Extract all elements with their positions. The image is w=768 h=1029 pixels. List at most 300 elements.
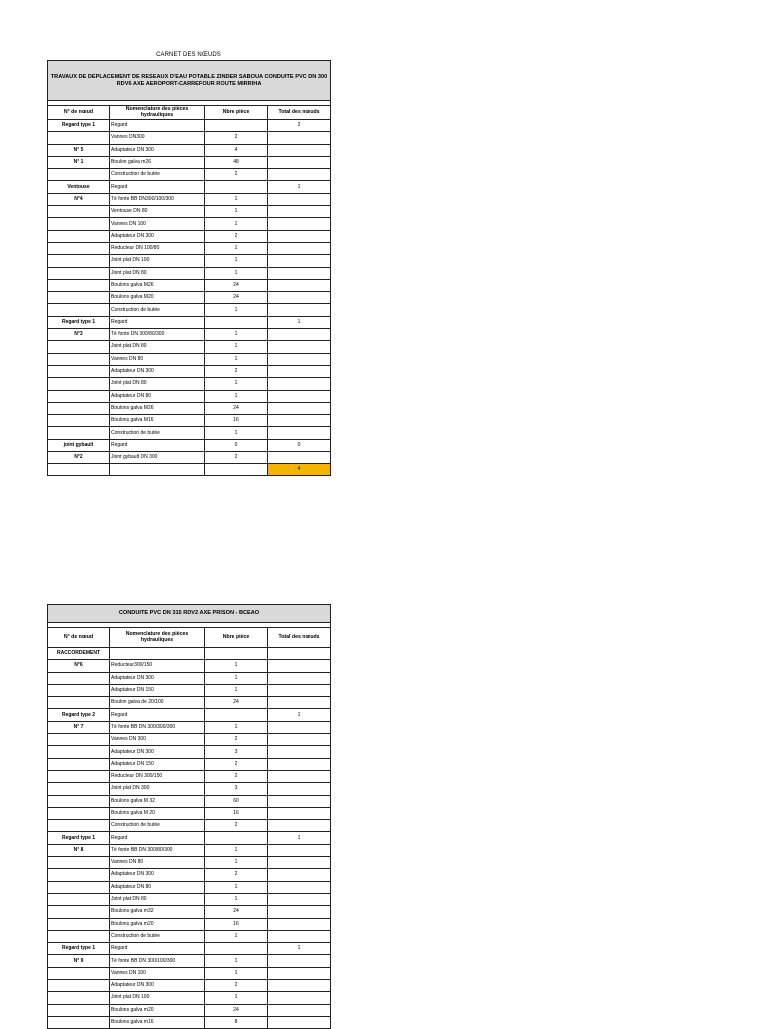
table-row bbox=[48, 255, 331, 267]
table-row bbox=[48, 279, 331, 291]
total-cell bbox=[268, 304, 331, 316]
table-row bbox=[48, 132, 331, 144]
total-cell bbox=[268, 365, 331, 377]
total-cell: 1 bbox=[268, 316, 331, 328]
total-cell bbox=[268, 341, 331, 353]
nomenclature-cell: Construction de butée bbox=[110, 427, 205, 439]
count-cell: 1 bbox=[205, 967, 268, 979]
col-header-node: N° de nœud bbox=[48, 628, 110, 648]
table-row bbox=[48, 660, 331, 672]
nomenclature-cell: Té fonte DN 300/80/300 bbox=[110, 329, 205, 341]
count-cell: 24 bbox=[205, 402, 268, 414]
total-cell bbox=[268, 881, 331, 893]
total-cell bbox=[268, 169, 331, 181]
table-row bbox=[48, 955, 331, 967]
node-cell bbox=[48, 1016, 110, 1028]
node-cell bbox=[48, 697, 110, 709]
table-row bbox=[48, 697, 331, 709]
table-row bbox=[48, 857, 331, 869]
count-cell: 1 bbox=[205, 242, 268, 254]
count-cell: 1 bbox=[205, 672, 268, 684]
empty-cell bbox=[110, 464, 205, 476]
table-row bbox=[48, 156, 331, 168]
count-cell bbox=[205, 832, 268, 844]
node-cell bbox=[48, 267, 110, 279]
count-cell bbox=[205, 943, 268, 955]
node-cell: N°6 bbox=[48, 660, 110, 672]
nomenclature-cell: Regard bbox=[110, 120, 205, 132]
count-cell: 1 bbox=[205, 304, 268, 316]
table-row bbox=[48, 439, 331, 451]
total-cell bbox=[268, 427, 331, 439]
nodes-table-rdv2 bbox=[47, 604, 331, 1029]
nomenclature-cell: Boulons galva M26 bbox=[110, 279, 205, 291]
table-row bbox=[48, 930, 331, 942]
node-cell: RACCORDEMENT bbox=[48, 648, 110, 660]
node-cell: N°4 bbox=[48, 193, 110, 205]
count-cell: 3 bbox=[205, 783, 268, 795]
count-cell: 24 bbox=[205, 1004, 268, 1016]
count-cell: 1 bbox=[205, 955, 268, 967]
nomenclature-cell: Regard bbox=[110, 832, 205, 844]
total-cell bbox=[268, 415, 331, 427]
count-cell: 1 bbox=[205, 378, 268, 390]
count-cell: 24 bbox=[205, 279, 268, 291]
node-cell bbox=[48, 758, 110, 770]
column-header-row bbox=[48, 628, 331, 648]
node-cell: Regard type 1 bbox=[48, 120, 110, 132]
table-row bbox=[48, 918, 331, 930]
node-cell bbox=[48, 292, 110, 304]
nomenclature-cell: Boulon galva m26 bbox=[110, 156, 205, 168]
count-cell bbox=[205, 316, 268, 328]
total-cell bbox=[268, 770, 331, 782]
table-row bbox=[48, 820, 331, 832]
count-cell: 2 bbox=[205, 869, 268, 881]
total-cell bbox=[268, 721, 331, 733]
nomenclature-cell: Boulons galva m20 bbox=[110, 918, 205, 930]
node-cell bbox=[48, 132, 110, 144]
count-cell: 2 bbox=[205, 734, 268, 746]
count-cell: 4 bbox=[205, 144, 268, 156]
col-header-nomenclature: Nomenclature des pièces hydrauliques bbox=[110, 628, 205, 648]
node-cell bbox=[48, 893, 110, 905]
nomenclature-cell: Boulons galva M 20 bbox=[110, 807, 205, 819]
nomenclature-cell: Adaptateur DN 300 bbox=[110, 980, 205, 992]
node-cell: Regard type 1 bbox=[48, 832, 110, 844]
count-cell: 2 bbox=[205, 820, 268, 832]
table-row bbox=[48, 844, 331, 856]
table-row bbox=[48, 415, 331, 427]
count-cell: 1 bbox=[205, 930, 268, 942]
count-cell: 60 bbox=[205, 795, 268, 807]
nomenclature-cell: Té fonte BB DN 300/300/300 bbox=[110, 721, 205, 733]
count-cell: 24 bbox=[205, 906, 268, 918]
total-cell bbox=[268, 390, 331, 402]
total-cell bbox=[268, 292, 331, 304]
count-cell: 2 bbox=[205, 230, 268, 242]
nomenclature-cell: Joint plat DN 80 bbox=[110, 341, 205, 353]
count-cell: 2 bbox=[205, 132, 268, 144]
nomenclature-cell: Boulons galva M16 bbox=[110, 415, 205, 427]
node-cell bbox=[48, 390, 110, 402]
count-cell: 16 bbox=[205, 807, 268, 819]
node-cell: N°2 bbox=[48, 452, 110, 464]
node-cell: Regard type 1 bbox=[48, 943, 110, 955]
nomenclature-cell: Adaptateur DN 300 bbox=[110, 746, 205, 758]
table-row bbox=[48, 758, 331, 770]
nomenclature-cell: Regard bbox=[110, 316, 205, 328]
total-cell bbox=[268, 230, 331, 242]
nomenclature-cell: Adaptateur DN 150 bbox=[110, 758, 205, 770]
nomenclature-cell bbox=[110, 648, 205, 660]
count-cell: 1 bbox=[205, 881, 268, 893]
col-header-total: Total des nœuds bbox=[268, 106, 331, 120]
count-cell bbox=[205, 648, 268, 660]
table-row bbox=[48, 709, 331, 721]
node-cell bbox=[48, 746, 110, 758]
table-row bbox=[48, 1016, 331, 1028]
total-cell: 1 bbox=[268, 832, 331, 844]
nomenclature-cell: Reducteur DN 300/150 bbox=[110, 770, 205, 782]
nomenclature-cell: Vannes DN 300 bbox=[110, 734, 205, 746]
total-cell bbox=[268, 206, 331, 218]
node-cell bbox=[48, 807, 110, 819]
node-cell bbox=[48, 869, 110, 881]
node-cell bbox=[48, 341, 110, 353]
total-cell bbox=[268, 402, 331, 414]
nomenclature-cell: Boulons galva M 32 bbox=[110, 795, 205, 807]
node-cell: Regard type 1 bbox=[48, 316, 110, 328]
total-cell bbox=[268, 992, 331, 1004]
nomenclature-cell: Construction de butée bbox=[110, 169, 205, 181]
table-row bbox=[48, 648, 331, 660]
total-cell bbox=[268, 660, 331, 672]
table-row bbox=[48, 206, 331, 218]
nomenclature-cell: Adaptateur DN 300 bbox=[110, 230, 205, 242]
table-row bbox=[48, 427, 331, 439]
table-row bbox=[48, 329, 331, 341]
node-cell bbox=[48, 930, 110, 942]
count-cell: 1 bbox=[205, 193, 268, 205]
table-row bbox=[48, 906, 331, 918]
nomenclature-cell: Vannes DN 100 bbox=[110, 967, 205, 979]
nomenclature-cell: Joint plat DN 100 bbox=[110, 255, 205, 267]
count-cell: 1 bbox=[205, 844, 268, 856]
node-cell: N° 5 bbox=[48, 144, 110, 156]
count-cell: 0 bbox=[205, 439, 268, 451]
total-cell bbox=[268, 869, 331, 881]
total-row bbox=[48, 464, 331, 476]
table-row bbox=[48, 390, 331, 402]
nomenclature-cell: Joint plat DN 300 bbox=[110, 783, 205, 795]
total-cell bbox=[268, 980, 331, 992]
node-cell: N° 8 bbox=[48, 844, 110, 856]
nomenclature-cell: Boulons galva m16 bbox=[110, 1016, 205, 1028]
col-header-count: Nbre pièce bbox=[205, 106, 268, 120]
total-cell bbox=[268, 156, 331, 168]
table-row bbox=[48, 316, 331, 328]
table-row bbox=[48, 120, 331, 132]
count-cell: 1 bbox=[205, 390, 268, 402]
col-header-nomenclature: Nomenclature des pièces hydrauliques bbox=[110, 106, 205, 120]
total-cell bbox=[268, 820, 331, 832]
table-row bbox=[48, 807, 331, 819]
total-cell bbox=[268, 255, 331, 267]
total-cell bbox=[268, 684, 331, 696]
col-header-count: Nbre pièce bbox=[205, 628, 268, 648]
total-cell bbox=[268, 844, 331, 856]
total-cell bbox=[268, 378, 331, 390]
node-cell bbox=[48, 906, 110, 918]
total-cell bbox=[268, 144, 331, 156]
nomenclature-cell: Vannes DN 80 bbox=[110, 857, 205, 869]
table-row bbox=[48, 734, 331, 746]
total-cell: 1 bbox=[268, 943, 331, 955]
table-row bbox=[48, 267, 331, 279]
node-cell bbox=[48, 206, 110, 218]
table-row bbox=[48, 672, 331, 684]
total-cell bbox=[268, 746, 331, 758]
count-cell: 1 bbox=[205, 267, 268, 279]
table-row bbox=[48, 144, 331, 156]
nomenclature-cell: Joint plat DN 100 bbox=[110, 992, 205, 1004]
table-row bbox=[48, 980, 331, 992]
total-cell bbox=[268, 329, 331, 341]
count-cell: 1 bbox=[205, 206, 268, 218]
total-cell bbox=[268, 267, 331, 279]
nomenclature-cell: Vannes DN 100 bbox=[110, 218, 205, 230]
total-cell bbox=[268, 279, 331, 291]
node-cell bbox=[48, 795, 110, 807]
table-row bbox=[48, 746, 331, 758]
total-cell: 1 bbox=[268, 181, 331, 193]
nodes-table-body bbox=[48, 605, 331, 1029]
nomenclature-cell: Construction de butée bbox=[110, 820, 205, 832]
empty-cell bbox=[205, 464, 268, 476]
node-cell: N° 1 bbox=[48, 156, 110, 168]
count-cell: 1 bbox=[205, 427, 268, 439]
column-header-row bbox=[48, 106, 331, 120]
node-cell bbox=[48, 255, 110, 267]
table-row bbox=[48, 452, 331, 464]
node-cell bbox=[48, 967, 110, 979]
node-cell bbox=[48, 1004, 110, 1016]
table-row bbox=[48, 881, 331, 893]
total-cell bbox=[268, 758, 331, 770]
table-row bbox=[48, 1004, 331, 1016]
total-cell bbox=[268, 783, 331, 795]
node-cell bbox=[48, 783, 110, 795]
nomenclature-cell: Adaptateur DN 300 bbox=[110, 869, 205, 881]
table-row bbox=[48, 341, 331, 353]
nomenclature-cell: Boulons galva m20 bbox=[110, 1004, 205, 1016]
count-cell: 1 bbox=[205, 353, 268, 365]
table-row bbox=[48, 684, 331, 696]
node-cell: Ventouse bbox=[48, 181, 110, 193]
table-row bbox=[48, 402, 331, 414]
grand-total-cell: 4 bbox=[268, 464, 331, 476]
nomenclature-cell: Vannes DN 80 bbox=[110, 353, 205, 365]
nomenclature-cell: Boulons galva m32 bbox=[110, 906, 205, 918]
total-cell bbox=[268, 1004, 331, 1016]
total-cell: 2 bbox=[268, 120, 331, 132]
table-row bbox=[48, 230, 331, 242]
node-cell bbox=[48, 857, 110, 869]
table-row bbox=[48, 721, 331, 733]
total-cell bbox=[268, 452, 331, 464]
count-cell: 48 bbox=[205, 156, 268, 168]
total-cell bbox=[268, 672, 331, 684]
count-cell: 1 bbox=[205, 218, 268, 230]
nomenclature-cell: Boulons galva M26 bbox=[110, 402, 205, 414]
count-cell: 8 bbox=[205, 1016, 268, 1028]
node-cell: joint gybault bbox=[48, 439, 110, 451]
node-cell bbox=[48, 218, 110, 230]
count-cell: 16 bbox=[205, 415, 268, 427]
table-row bbox=[48, 292, 331, 304]
table-row bbox=[48, 783, 331, 795]
node-cell bbox=[48, 672, 110, 684]
nomenclature-cell: Boulon galva de 20/100 bbox=[110, 697, 205, 709]
nomenclature-cell: Regard bbox=[110, 709, 205, 721]
count-cell: 1 bbox=[205, 329, 268, 341]
total-cell bbox=[268, 697, 331, 709]
count-cell: 2 bbox=[205, 758, 268, 770]
node-cell bbox=[48, 992, 110, 1004]
total-cell: 0 bbox=[268, 439, 331, 451]
nomenclature-cell: Regard bbox=[110, 943, 205, 955]
node-cell bbox=[48, 279, 110, 291]
node-cell bbox=[48, 365, 110, 377]
total-cell bbox=[268, 795, 331, 807]
table-row bbox=[48, 893, 331, 905]
nomenclature-cell: Joint plat DN 80 bbox=[110, 267, 205, 279]
table-row bbox=[48, 770, 331, 782]
count-cell: 1 bbox=[205, 255, 268, 267]
total-cell bbox=[268, 648, 331, 660]
total-cell bbox=[268, 930, 331, 942]
count-cell: 2 bbox=[205, 365, 268, 377]
nomenclature-cell: Boulons galva M20 bbox=[110, 292, 205, 304]
count-cell: 1 bbox=[205, 660, 268, 672]
table-row bbox=[48, 992, 331, 1004]
node-cell bbox=[48, 353, 110, 365]
nomenclature-cell: Adaptateur DN 300 bbox=[110, 144, 205, 156]
table-row bbox=[48, 378, 331, 390]
node-cell bbox=[48, 402, 110, 414]
count-cell: 16 bbox=[205, 918, 268, 930]
nomenclature-cell: Reducteur300/150 bbox=[110, 660, 205, 672]
total-cell bbox=[268, 218, 331, 230]
nomenclature-cell: Ventouse DN 80 bbox=[110, 206, 205, 218]
table-row bbox=[48, 304, 331, 316]
node-cell bbox=[48, 684, 110, 696]
document-title: CARNET DES NŒUDS bbox=[156, 52, 221, 58]
nomenclature-cell: Té fonte BB DN300/100/300 bbox=[110, 193, 205, 205]
count-cell bbox=[205, 181, 268, 193]
node-cell bbox=[48, 820, 110, 832]
table-row bbox=[48, 832, 331, 844]
total-cell bbox=[268, 1016, 331, 1028]
nomenclature-cell: Adaptateur DN 150 bbox=[110, 684, 205, 696]
node-cell bbox=[48, 242, 110, 254]
node-cell: N° 9 bbox=[48, 955, 110, 967]
count-cell bbox=[205, 120, 268, 132]
nomenclature-cell: Reducteur DN 100/80 bbox=[110, 242, 205, 254]
count-cell bbox=[205, 709, 268, 721]
node-cell bbox=[48, 881, 110, 893]
table-row bbox=[48, 795, 331, 807]
node-cell bbox=[48, 427, 110, 439]
table-row bbox=[48, 967, 331, 979]
total-cell bbox=[268, 353, 331, 365]
total-cell bbox=[268, 918, 331, 930]
node-cell bbox=[48, 230, 110, 242]
nomenclature-cell: Construction de butée bbox=[110, 304, 205, 316]
node-cell: N°3 bbox=[48, 329, 110, 341]
count-cell: 1 bbox=[205, 893, 268, 905]
total-cell bbox=[268, 857, 331, 869]
node-cell bbox=[48, 169, 110, 181]
nomenclature-cell: Adaptateur DN 300 bbox=[110, 672, 205, 684]
nomenclature-cell: Adaptateur DN 80 bbox=[110, 881, 205, 893]
total-cell bbox=[268, 132, 331, 144]
count-cell: 2 bbox=[205, 770, 268, 782]
col-header-total: Total des nœuds bbox=[268, 628, 331, 648]
table-row bbox=[48, 242, 331, 254]
node-cell bbox=[48, 378, 110, 390]
count-cell: 1 bbox=[205, 992, 268, 1004]
node-cell bbox=[48, 304, 110, 316]
count-cell: 24 bbox=[205, 292, 268, 304]
col-header-node: N° de nœud bbox=[48, 106, 110, 120]
nomenclature-cell: Vannes DN300 bbox=[110, 132, 205, 144]
table-row bbox=[48, 169, 331, 181]
total-cell: 1 bbox=[268, 709, 331, 721]
node-cell: Regard type 2 bbox=[48, 709, 110, 721]
total-cell bbox=[268, 193, 331, 205]
empty-cell bbox=[48, 464, 110, 476]
total-cell bbox=[268, 242, 331, 254]
table-header-title: TRAVAUX DE DEPLACEMENT DE RESEAUX D'EAU POTABLE ZINDER SABOUA CONDUITE PVC DN 300 RDV6 AXE AEROPORT-CARREFOUR ROUTE MIRRIHA bbox=[48, 61, 331, 101]
total-cell bbox=[268, 955, 331, 967]
node-cell bbox=[48, 415, 110, 427]
count-cell: 1 bbox=[205, 721, 268, 733]
nomenclature-cell: Adaptateur DN 300 bbox=[110, 365, 205, 377]
table-header-title: CONDUITE PVC DN 315 RDV2 AXE PRISON - BCEAO bbox=[48, 605, 331, 623]
nomenclature-cell: Construction de butée bbox=[110, 930, 205, 942]
nomenclature-cell: Regard bbox=[110, 181, 205, 193]
node-cell bbox=[48, 770, 110, 782]
table-row bbox=[48, 181, 331, 193]
nomenclature-cell: Joint gybault DN 300 bbox=[110, 452, 205, 464]
table-row bbox=[48, 365, 331, 377]
nomenclature-cell: Joint plat DN 80 bbox=[110, 893, 205, 905]
table-row bbox=[48, 218, 331, 230]
node-cell bbox=[48, 918, 110, 930]
nomenclature-cell: Joint plat DN 80 bbox=[110, 378, 205, 390]
table-row bbox=[48, 353, 331, 365]
nomenclature-cell: Adaptateur DN 80 bbox=[110, 390, 205, 402]
count-cell: 2 bbox=[205, 980, 268, 992]
table-row bbox=[48, 193, 331, 205]
total-cell bbox=[268, 893, 331, 905]
node-cell bbox=[48, 734, 110, 746]
node-cell bbox=[48, 980, 110, 992]
nomenclature-cell: Té fonte BB DN 300/100/300 bbox=[110, 955, 205, 967]
count-cell: 24 bbox=[205, 697, 268, 709]
